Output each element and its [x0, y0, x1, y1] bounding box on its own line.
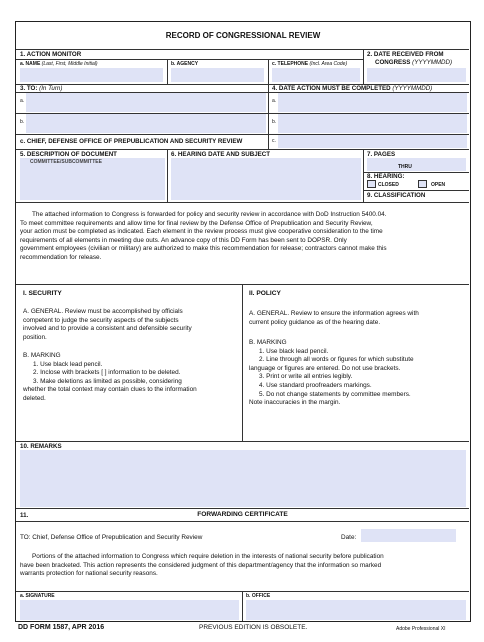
- hearing-date-label: 6. HEARING DATE AND SUBJECT: [171, 151, 271, 158]
- forwarding-number: 11.: [20, 512, 29, 519]
- software-notice: Adobe Professional XI: [396, 626, 446, 632]
- date-b-field[interactable]: [278, 114, 467, 133]
- remarks-field[interactable]: [20, 450, 466, 507]
- office-label: b. OFFICE: [246, 593, 271, 599]
- divider: [167, 59, 168, 84]
- divider: [268, 59, 269, 84]
- pages-label: 7. PAGES: [367, 151, 396, 158]
- remarks-label: 10. REMARKS: [20, 443, 62, 450]
- forwarding-date-label: Date:: [341, 534, 357, 541]
- to-label: 3. TO: (In Turn): [20, 85, 63, 92]
- to-b-label: b.: [20, 119, 25, 125]
- form-id: DD FORM 1587, APR 2016: [18, 624, 105, 631]
- classification-label: 9. CLASSIFICATION: [367, 192, 426, 199]
- forwarding-to: TO: Chief, Defense Office of Prepublication and Security Review: [20, 534, 203, 541]
- name-field[interactable]: [20, 68, 163, 82]
- date-a-label: a.: [272, 98, 277, 104]
- security-marking: B. MARKING 1. Use black lead pencil. 2. Inclose with brackets [ ] information to be deleted. 3. Make deletions as limited as possible, considering whether the total context may contain clues to the information deleted.: [23, 352, 197, 402]
- divider: [16, 49, 469, 50]
- to-a-label: a.: [20, 98, 25, 104]
- policy-general: A. GENERAL. Review to ensure the information agrees with current policy guidance as of the hearing date.: [249, 310, 419, 326]
- divider: [363, 49, 364, 84]
- agency-field[interactable]: [171, 68, 264, 82]
- pages-field[interactable]: [367, 158, 466, 171]
- closed-label: CLOSED: [378, 182, 399, 188]
- committee-label: COMMITTEE/SUBCOMMITTEE: [30, 159, 102, 165]
- divider: [16, 149, 469, 150]
- divider: [242, 591, 243, 621]
- telephone-label: c. TELEPHONE (Incl. Area Code): [272, 61, 348, 67]
- signature-label: a. SIGNATURE: [20, 593, 55, 599]
- policy-heading: II. POLICY: [249, 290, 281, 297]
- open-label: OPEN: [431, 182, 446, 188]
- open-checkbox[interactable]: [418, 180, 427, 188]
- closed-checkbox[interactable]: [367, 180, 376, 188]
- name-label: a. NAME (Last, First, Middle Initial): [20, 61, 98, 67]
- date-c-field[interactable]: [278, 135, 467, 148]
- divider: [16, 508, 469, 509]
- divider: [363, 190, 469, 191]
- to-c-label: c. CHIEF, DEFENSE OFFICE OF PREPUBLICATION AND SECURITY REVIEW: [20, 138, 243, 145]
- date-c-label: c.: [272, 138, 276, 144]
- date-received-field[interactable]: [367, 68, 466, 82]
- edition-notice: PREVIOUS EDITION IS OBSOLETE.: [199, 624, 308, 631]
- agency-label: b. AGENCY: [171, 61, 199, 67]
- to-a-field[interactable]: [26, 93, 266, 112]
- divider: [167, 149, 168, 202]
- description-label: 5. DESCRIPTION OF DOCUMENT: [20, 151, 117, 158]
- congressional-review-form: [15, 21, 471, 622]
- divider: [16, 59, 363, 60]
- divider: [16, 441, 469, 442]
- telephone-field[interactable]: [272, 68, 360, 82]
- divider: [242, 284, 243, 441]
- forwarding-statement: Portions of the attached information to Congress which require deletion in the interests of national security before publication have been bracketed. This action represents the considered judgment of this department/agency that the information so marked warrants protection for national security reasons.: [20, 553, 384, 578]
- intro-paragraph: The attached information to Congress is forwarded for policy and security review in accordance with DoD Instruction 5400.04. To meet committee requirements and allow time for final review by the Defense Office of Prepublication and Security Review, your action must be completed as indicated. Each element in the review process must give cooperative consideration to the time requirements of all elements in meeting due outs. An advance copy of this DD Form has been sent to DOPSR. Only government employees (civilian or military) are authorized to make this recommendation for release; contractors cannot make this recommendation for release.: [20, 211, 387, 261]
- date-received-label-2: CONGRESS (YYYYMMDD): [375, 59, 453, 66]
- to-b-field[interactable]: [26, 114, 266, 133]
- thru-label: THRU: [398, 164, 412, 170]
- hearing-date-field[interactable]: [171, 158, 361, 200]
- security-general: A. GENERAL. Review must be accomplished by officials competent to judge the security aspects of the subjects involved and to provide a consistent and defensible security position.: [23, 308, 192, 341]
- divider: [363, 149, 364, 202]
- forwarding-date-field[interactable]: [361, 529, 456, 542]
- date-received-label: 2. DATE RECEIVED FROM: [367, 51, 444, 58]
- signature-field[interactable]: [20, 600, 239, 620]
- policy-marking: B. MARKING 1. Use black lead pencil. 2. Line through all words or figures for which substitute language or figures are entered. Do not use brackets. 3. Print or write all entries legibly. 4. Use standard proofreaders markings. 5. Do not change statements by committee members. Note inaccuracies in the margin.: [249, 339, 414, 407]
- office-field[interactable]: [246, 600, 466, 620]
- form-title: RECORD OF CONGRESSIONAL REVIEW: [165, 31, 321, 40]
- divider: [16, 521, 469, 522]
- date-action-label: 4. DATE ACTION MUST BE COMPLETED (YYYYMMDD): [272, 85, 433, 92]
- action-monitor-label: 1. ACTION MONITOR: [20, 51, 82, 58]
- date-a-field[interactable]: [278, 93, 467, 112]
- security-heading: I. SECURITY: [23, 290, 62, 297]
- date-b-label: b.: [272, 119, 277, 125]
- divider: [16, 202, 469, 203]
- forwarding-heading: FORWARDING CERTIFICATE: [197, 511, 288, 518]
- divider: [268, 84, 269, 149]
- hearing-label: 8. HEARING:: [367, 173, 405, 180]
